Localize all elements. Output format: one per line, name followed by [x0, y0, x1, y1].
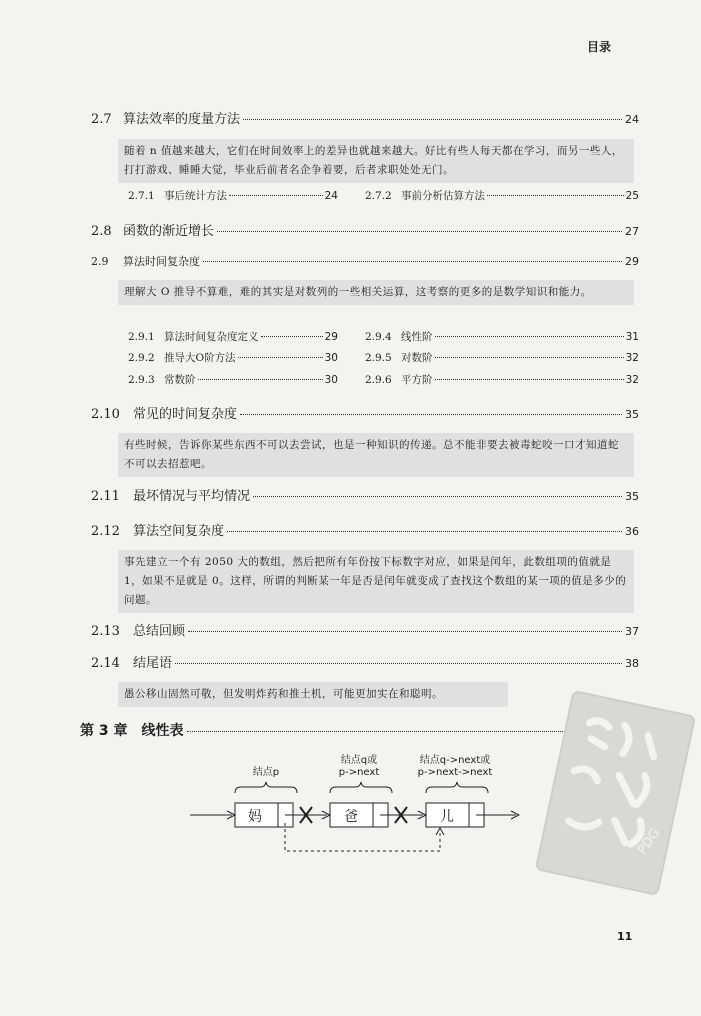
toc-title: 常见的时间复杂度	[133, 407, 238, 422]
toc-number: 2.9.3	[128, 374, 155, 386]
toc-entry-2-9-3	[128, 372, 338, 387]
toc-entry-2-14	[91, 652, 639, 671]
leader-dots	[203, 261, 622, 262]
toc-number: 2.13	[91, 624, 120, 639]
toc-number: 2.8	[91, 224, 112, 239]
leader-dots	[227, 531, 622, 532]
toc-entry-2-8	[91, 220, 639, 239]
toc-page: 31	[625, 331, 639, 343]
toc-page: 30	[324, 374, 338, 386]
toc-entry-2-9	[91, 253, 639, 269]
toc-page: 30	[324, 352, 338, 364]
toc-page: 35	[625, 490, 639, 503]
toc-page: 24	[625, 113, 639, 126]
toc-page: 32	[625, 352, 639, 364]
node-3-data: 儿	[440, 809, 454, 825]
leader-dots	[253, 496, 622, 497]
toc-entry-2-9-2	[128, 350, 338, 365]
toc-page: 38	[625, 657, 639, 670]
toc-title: 平方阶	[401, 374, 433, 386]
running-header: 目录	[586, 40, 611, 54]
label-node-q: 结点q或	[340, 755, 378, 766]
toc-page: 29	[324, 331, 338, 343]
toc-entry-2-10	[91, 403, 639, 422]
toc-entry-2-7-2	[365, 188, 639, 203]
toc-page: 37	[625, 625, 639, 638]
section-note-2-12: 事先建立一个有 2050 大的数组，然后把所有年份按下标数字对应，如果是闰年，此数组项的值就是 1，如果不是就是 0。这样，所谓的判断某一年是否是闰年就变成了查找这个数组的某一项的值是多少的问题。	[118, 550, 634, 613]
toc-page: 32	[625, 374, 639, 386]
leader-dots	[435, 379, 624, 380]
toc-title: 函数的渐近增长	[123, 224, 215, 239]
toc-title: 算法效率的度量方法	[123, 112, 241, 127]
toc-entry-2-9-5	[365, 350, 639, 365]
toc-entry-2-13	[91, 620, 639, 639]
leader-dots	[238, 357, 323, 358]
toc-title: 常数阶	[164, 374, 196, 386]
toc-title: 结尾语	[133, 656, 173, 671]
toc-entry-2-7	[91, 108, 639, 127]
toc-number: 2.9.5	[365, 352, 392, 364]
toc-entry-2-9-4	[365, 329, 639, 344]
toc-number: 2.7.2	[365, 190, 392, 202]
node-1-data: 妈	[248, 809, 262, 825]
toc-number: 2.12	[91, 524, 120, 539]
toc-entry-2-11	[91, 485, 639, 504]
toc-number: 2.7.1	[128, 190, 155, 202]
node-2-data: 爸	[344, 809, 358, 825]
section-note-2-9: 理解大 O 推导不算难，难的其实是对数列的一些相关运算，这考察的更多的是数学知识和能力。	[118, 280, 634, 305]
leader-dots	[487, 195, 624, 196]
toc-entry-2-7-1	[128, 188, 338, 203]
toc-title: 事前分析估算方法	[401, 190, 485, 202]
leader-dots	[198, 379, 323, 380]
linked-list-diagram	[180, 753, 520, 863]
toc-title: 最坏情况与平均情况	[133, 489, 251, 504]
toc-title: 算法时间复杂度定义	[164, 331, 259, 343]
toc-title: 算法空间复杂度	[133, 524, 225, 539]
leader-dots	[243, 119, 622, 120]
toc-title: 对数阶	[401, 352, 433, 364]
toc-title: 推导大O阶方法	[164, 352, 236, 364]
leader-dots	[217, 231, 622, 232]
label-node-q-next: 结点q->next或	[419, 755, 491, 766]
toc-page: 36	[625, 525, 639, 538]
toc-number: 2.11	[91, 489, 120, 504]
toc-number: 2.7	[91, 112, 112, 127]
leader-dots	[435, 336, 624, 337]
leader-dots	[240, 414, 622, 415]
library-stamp-watermark	[536, 690, 696, 895]
chapter-title: 线性表	[141, 723, 184, 739]
section-note-2-10: 有些时候，告诉你某些东西不可以去尝试，也是一种知识的传递。总不能非要去被毒蛇咬一口才知道蛇不可以去招惹吧。	[118, 433, 634, 477]
toc-page: 27	[625, 225, 639, 238]
toc-number: 2.9.4	[365, 331, 392, 343]
section-note-2-7: 随着 n 值越来越大，它们在时间效率上的差异也就越来越大。好比有些人每天都在学习，而另一些人，打打游戏、睡睡大觉，毕业后前者名企争着要，后者求职处处无门。	[118, 139, 634, 183]
chapter-label: 第 3 章	[80, 723, 128, 739]
toc-entry-2-9-1	[128, 329, 338, 344]
toc-title: 线性阶	[401, 331, 433, 343]
leader-dots	[435, 357, 624, 358]
toc-page: 35	[625, 408, 639, 421]
toc-title: 事后统计方法	[164, 190, 227, 202]
leader-dots	[261, 336, 323, 337]
stamp-label: PDG	[634, 825, 664, 858]
toc-number: 2.9	[91, 255, 109, 268]
label-node-p: 结点p	[252, 767, 280, 778]
toc-page: 24	[324, 190, 338, 202]
toc-entry-2-12	[91, 520, 639, 539]
section-note-2-14: 愚公移山固然可敬，但发明炸药和推土机，可能更加实在和聪明。	[118, 682, 508, 707]
toc-number: 2.9.2	[128, 352, 155, 364]
toc-page: 25	[625, 190, 639, 202]
toc-page: 29	[625, 255, 639, 268]
leader-dots	[175, 663, 622, 664]
toc-number: 2.9.1	[128, 331, 155, 343]
page-number: 11	[617, 930, 633, 943]
leader-dots	[188, 631, 622, 632]
label-node-q-next-alt: p->next->next	[417, 767, 493, 778]
label-node-q-alt: p->next	[338, 767, 380, 778]
toc-entry-2-9-6	[365, 372, 639, 387]
toc-number: 2.14	[91, 656, 120, 671]
toc-number: 2.9.6	[365, 374, 392, 386]
toc-title: 算法时间复杂度	[123, 255, 200, 268]
toc-number: 2.10	[91, 407, 120, 422]
toc-title: 总结回顾	[133, 624, 186, 639]
leader-dots	[229, 195, 323, 196]
